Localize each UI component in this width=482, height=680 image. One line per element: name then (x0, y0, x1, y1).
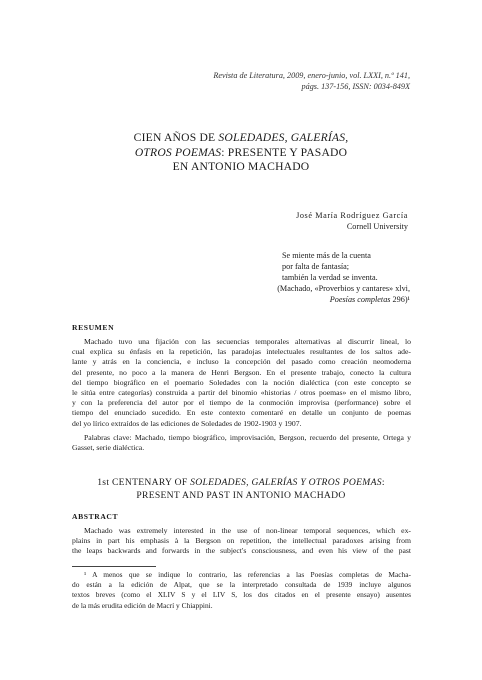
title-line-3: EN ANTONIO MACHADO (172, 160, 310, 174)
resumen-line: del tiempo biográfico en el poemario Soledades con la noción dialéctica (con este concepto se (72, 377, 411, 387)
title-line-1a: CIEN AÑOS DE (133, 131, 219, 144)
epigraph-line-3: también la verdad se inventa. (282, 273, 378, 282)
epigraph-line-1: Se miente más de la cuenta (282, 251, 371, 260)
resumen-line: del yo lírico extraídos de las ediciones de Soledades de 1902-1903 y 1907. (72, 418, 302, 428)
resumen-line: lante y atrás en la conciencia, e incluso la concepción del pasado como creación neomoderna (72, 357, 411, 367)
english-title-1c: : (381, 477, 385, 488)
author-name: José María Rodríguez García (296, 211, 408, 220)
title-line-1 (60, 131, 422, 146)
attrib-work: Poesías completas (329, 295, 391, 304)
epigraph-attribution (277, 283, 410, 305)
epigraph-line-2: por falta de fantasía; (282, 262, 350, 271)
journal-citation (213, 70, 410, 92)
abstract-line: the leaps backwards and forwards in the subject's consciousness, and even his view of the past (72, 546, 411, 556)
attrib-page: 296)¹ (390, 295, 410, 304)
english-title (60, 477, 422, 502)
footnote-line: do están a la edición de Alpat, que se la interpretado consultada de 1939 incluye algunos (72, 580, 411, 590)
epigraph (282, 250, 432, 283)
abstract-line: Machado was extremely interested in the use of non-linear temporal sequences, which ex- (84, 526, 411, 535)
abstract-line: plains in part his emphasis à la Bergson on repetition, the intellectual paradoxes arising from (72, 536, 411, 546)
footnote (72, 570, 411, 611)
keywords: Palabras clave: Machado, tiempo biográfico, improvisación, Bergson, recuerdo del presente, Ortega y Gasset, serie dialéctica. (72, 433, 411, 453)
resumen-heading: RESUMEN (72, 323, 115, 332)
resumen-line: y con la preferencia del autor por el tiempo de la conmoción improvisa (performance) sobre el (72, 398, 411, 408)
title-line-2 (60, 146, 422, 161)
article-title (60, 131, 422, 175)
title-line-2a: OTROS POEMAS (134, 145, 222, 159)
title-line-2b: : PRESENTE Y PASADO (221, 145, 348, 159)
abstract-heading: ABSTRACT (72, 512, 119, 521)
resumen-line: cual explica su énfasis en la repetición, las paradojas intelectuales resultantes de los saltos ade- (72, 347, 411, 357)
resumen-line: le sitúa entre categorías) construida a partir del binomio «historias / otros poemas» en el mismo libro, (72, 388, 411, 398)
author-block (296, 210, 408, 232)
footnote-line: de la más erudita edición de Macrí y Chiappini. (72, 600, 213, 610)
attrib-line-1: (Machado, «Proverbios y cantares» xlvi, (277, 284, 410, 293)
footnote-line: textos breves (como el XLIV S y el LIV S, los dos citados en el presente ensayo) ausentes (72, 590, 411, 600)
english-title-1b: SOLEDADES, GALERÍAS Y OTROS POEMAS (190, 477, 382, 488)
title-line-1b: SOLEDADES, GALERÍAS, (218, 131, 349, 144)
resumen-line: Machado tuvo una fijación con las secuencias temporales alternativas al discurrir lineal, lo (84, 337, 411, 346)
english-title-line-1 (60, 477, 422, 490)
resumen-line: tiempo del enunciado sucedido. En este contexto comentaré en detalle un conjunto de poemas (72, 408, 411, 418)
english-title-line-2: PRESENT AND PAST IN ANTONIO MACHADO (136, 489, 346, 501)
footnote-rule (72, 566, 156, 567)
footnote-line: ¹ A menos que se indique lo contrario, las referencias a las Poesías completas de Macha- (84, 570, 411, 579)
journal-line-1: Revista de Literatura, 2009, enero-junio, vol. LXXI, n.º 141, (213, 71, 410, 80)
abstract-body (72, 526, 411, 557)
resumen-line: del presente, no poco a la manera de Henri Bergson. En el presente trabajo, conecto la cultura (72, 367, 411, 377)
attrib-line-2 (277, 294, 410, 305)
resumen-body (72, 337, 411, 429)
author-affiliation: Cornell University (346, 222, 408, 231)
journal-line-2: págs. 137-156, ISSN: 0034-849X (301, 82, 410, 91)
english-title-1a: 1st CENTENARY OF (97, 477, 191, 488)
